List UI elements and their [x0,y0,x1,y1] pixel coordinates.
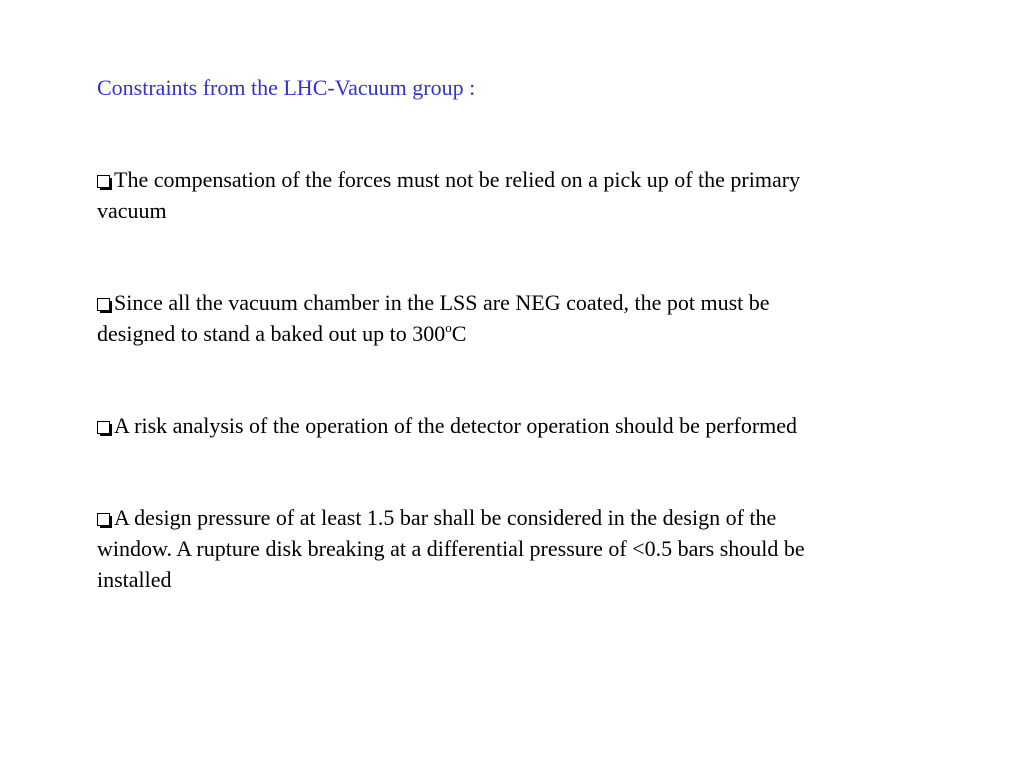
bullet-text: The compensation of the forces must not be relied on a pick up of the primary vacuum [97,167,801,223]
slide-title: Constraints from the LHC-Vacuum group : [97,75,476,100]
checkbox-square-icon [97,513,110,526]
bullet-text: A risk analysis of the operation of the detector operation should be performed [114,413,798,438]
checkbox-square-icon [97,421,110,434]
bullet-item [97,287,809,349]
bullet-item [97,502,809,595]
degree-superscript: o [445,320,452,335]
bullet-item [97,410,809,441]
bullet-item [97,164,809,226]
checkbox-square-icon [97,175,110,188]
bullet-text: Since all the vacuum chamber in the LSS are NEG coated, the pot must be designed to stand a baked out up to 300 [97,290,770,346]
bullet-list [97,164,809,656]
unit-suffix: C [451,321,467,346]
checkbox-square-icon [97,298,110,311]
bullet-text: A design pressure of at least 1.5 bar shall be considered in the design of the window. A rupture disk breaking at a differential pressure of <0.5 bars should be installed [97,505,805,592]
